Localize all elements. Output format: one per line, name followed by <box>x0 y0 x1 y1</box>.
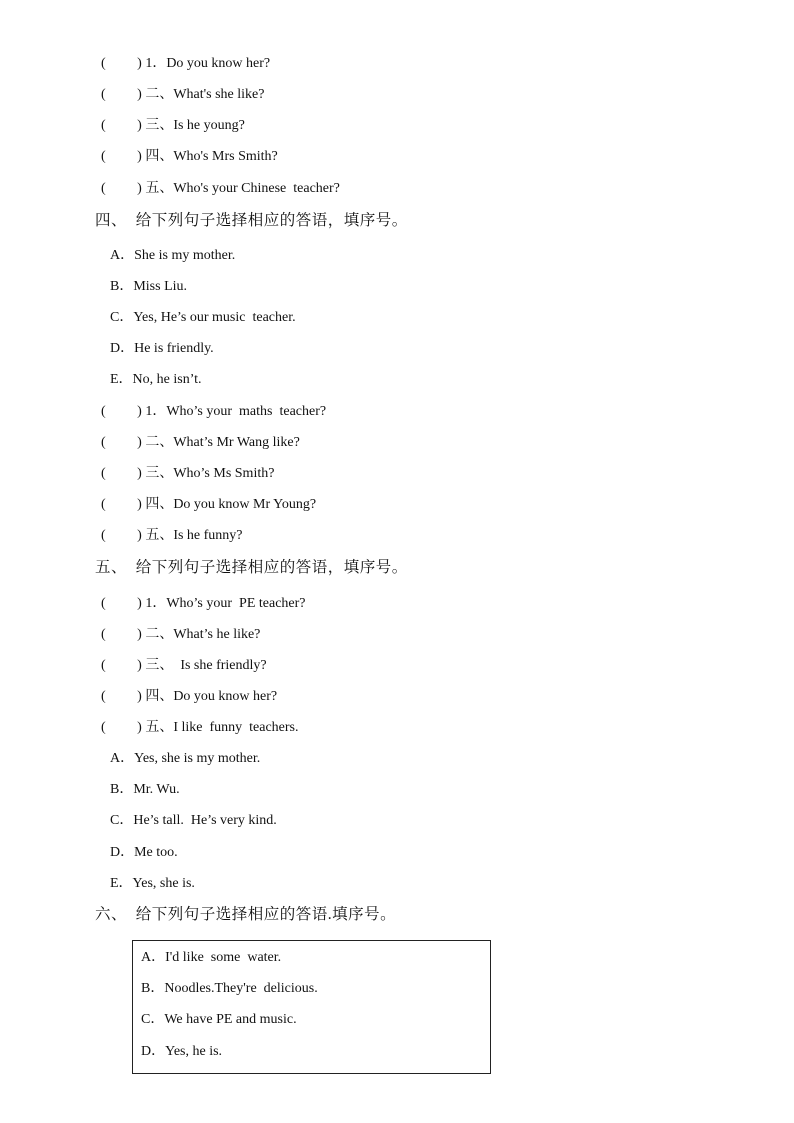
answer-option: A．She is my mother. <box>110 248 236 263</box>
answer-option: D．He is friendly. <box>110 341 214 356</box>
question-line: ( ) 二、What's she like? <box>101 87 265 102</box>
answer-option: D．Yes, he is. <box>141 1044 223 1059</box>
question-line: ( ) 五、I like funny teachers. <box>101 720 299 735</box>
answer-option: C．He’s tall. He’s very kind. <box>110 813 277 828</box>
answer-option: B．Miss Liu. <box>110 279 188 294</box>
answer-option: B．Noodles.They're delicious. <box>141 981 318 996</box>
question-line: ( ) 二、What’s he like? <box>101 627 261 642</box>
question-line: ( ) 三、Is he young? <box>101 118 245 133</box>
section-heading: 六、 给下列句子选择相应的答语.填序号。 <box>95 906 397 923</box>
answer-option: E．No, he isn’t. <box>110 372 202 387</box>
answer-option: A．Yes, she is my mother. <box>110 751 261 766</box>
question-line: ( ) 二、What’s Mr Wang like? <box>101 435 300 450</box>
question-line: ( ) 四、Do you know Mr Young? <box>101 497 317 512</box>
question-line: ( ) 三、Who’s Ms Smith? <box>101 466 275 481</box>
question-line: ( ) 五、Is he funny? <box>101 528 243 543</box>
answer-option: D．Me too. <box>110 845 178 860</box>
section-heading: 四、 给下列句子选择相应的答语，填序号。 <box>95 212 408 229</box>
answer-option: E．Yes, she is. <box>110 876 195 891</box>
question-line: ( ) 三、 Is she friendly? <box>101 658 267 673</box>
section-heading: 五、 给下列句子选择相应的答语，填序号。 <box>95 559 408 576</box>
question-line: ( ) 1．Do you know her? <box>101 56 271 71</box>
answer-option: C．Yes, He’s our music teacher. <box>110 310 296 325</box>
answer-option: C．We have PE and music. <box>141 1012 297 1027</box>
question-line: ( ) 四、Who's Mrs Smith? <box>101 149 278 164</box>
answer-option: B．Mr. Wu. <box>110 782 180 797</box>
question-line: ( ) 四、Do you know her? <box>101 689 278 704</box>
question-line: ( ) 1．Who’s your maths teacher? <box>101 404 327 419</box>
options-box <box>132 940 491 1074</box>
answer-option: A．I'd like some water. <box>141 950 282 965</box>
question-line: ( ) 1．Who’s your PE teacher? <box>101 596 306 611</box>
question-line: ( ) 五、Who's your Chinese teacher? <box>101 181 340 196</box>
